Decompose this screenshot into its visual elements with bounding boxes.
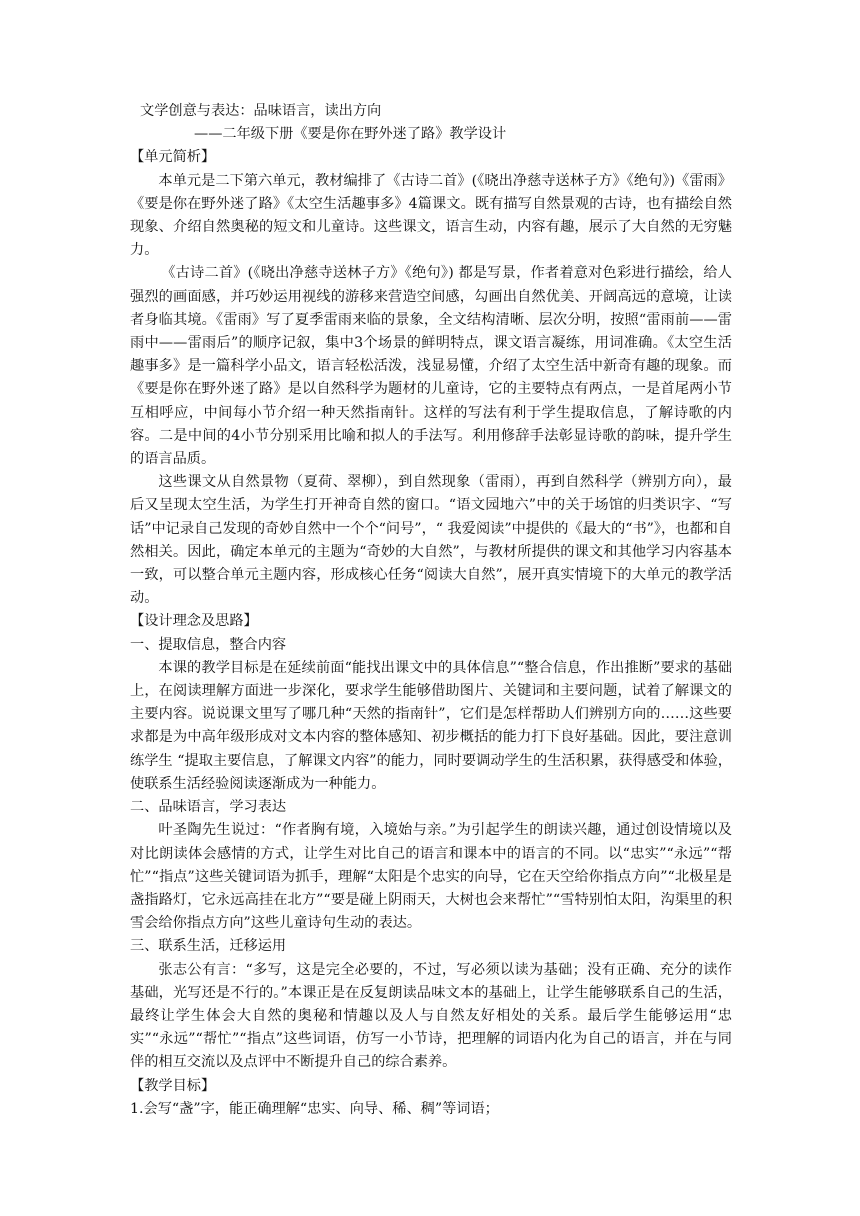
design-subheading: 一、提取信息，整合内容 <box>130 636 287 653</box>
section-heading-design: 【设计理念及思路】 <box>130 613 258 630</box>
unit-analysis-paragraph: 《古诗二首》(《晓出净慈寺送林子方》《绝句》) 都是写景，作者着意对色彩进行描绘，给人强烈的画面感，并巧妙运用视线的游移来营造空间感，勾画出自然优美、开阔高远的意境，让读者身临其境。《雷雨》写了夏季雷雨来临的景象，全文结构清晰、层次分明，按照“雷雨前——雷雨中——雷雨后”的顺序记叙，集中3个场景的鲜明特点，课文语言凝练，用词准确。《太空生活趣事多》是一篇科学小品文，语言轻松活泼，浅显易懂，介绍了太空生活中新奇有趣的现象。而《要是你在野外迷了路》是以自然科学为题材的儿童诗，它的主要特点有两点，一是首尾两小节互相呼应，中间每小节介绍一种天然指南针。这样的写法有利于学生提取信息，了解诗歌的内容。二是中间的4小节分别采用比喻和拟人的手法写。利用修辞手法彰显诗歌的韵味，提升学生的语言品质。 <box>130 265 732 468</box>
document-subtitle: ——二年级下册《要是你在野外迷了路》教学设计 <box>194 126 507 143</box>
section-heading-goals: 【教学目标】 <box>130 1077 216 1094</box>
design-paragraph: 本课的教学目标是在延续前面“能找出课文中的具体信息”“整合信息，作出推断”要求的基础上，在阅读理解方面进一步深化，要求学生能够借助图片、关键词和主要问题，试着了解课文的主要内容。说说课文里写了哪几种“天然的指南针”，它们是怎样帮助人们辨别方向的……这些要求都是为中高年级形成对文本内容的整体感知、初步概括的能力打下良好基础。因此，要注意训练学生 “提取主要信息，了解课文内容”的能力，同时要调动学生的生活积累，获得感受和体验，使联系生活经验阅读逐渐成为一种能力。 <box>130 659 732 792</box>
design-paragraph: 叶圣陶先生说过：“作者胸有境，入境始与亲。”为引起学生的朗读兴趣，通过创设情境以及对比朗读体会感情的方式，让学生对比自己的语言和课本中的语言的不同。以“忠实”“永远”“帮忙”“指点”这些关键词语为抓手，理解“太阳是个忠实的向导，它在天空给你指点方向”“北极星是盏指路灯，它永远高挂在北方”“要是碰上阴雨天，大树也会来帮忙”“雪特别怕太阳，沟渠里的积雪会给你指点方向”这些儿童诗句生动的表达。 <box>130 822 732 932</box>
unit-analysis-paragraph: 本单元是二下第六单元，教材编排了《古诗二首》(《晓出净慈寺送林子方》《绝句》)《雷雨》《要是你在野外迷了路》《太空生活趣事多》4篇课文。既有描写自然景观的古诗，也有描绘自然现象、介绍自然奥秘的短文和儿童诗。这些课文，语言生动，内容有趣，展示了大自然的无穷魅力。 <box>130 172 732 259</box>
goal-item: 1.会写“盏”字，能正确理解“忠实、向导、稀、稠”等词语； <box>130 1100 499 1117</box>
design-paragraph: 张志公有言：“多写，这是完全必要的，不过，写必须以读为基础；没有正确、充分的读作基础，光写还是不行的。”本课正是在反复朗读品味文本的基础上，让学生能够联系自己的生活，最终让学生体会大自然的奥秘和情趣以及人与自然友好相处的关系。最后学生能够运用“忠实”“永远”“帮忙”“指点”这些词语，仿写一小节诗，把理解的词语内化为自己的语言，并在与同伴的相互交流以及点评中不断提升自己的综合素养。 <box>130 961 732 1071</box>
document-title: 文学创意与表达：品味语言，读出方向 <box>140 103 382 119</box>
design-subheading: 三、联系生活，迁移运用 <box>130 938 287 955</box>
unit-analysis-paragraph: 这些课文从自然景物（夏荷、翠柳），到自然现象（雷雨），再到自然科学（辨别方向），最后又呈现太空生活，为学生打开神奇自然的窗口。“语文园地六”中的关于场馆的归类识字、“写话”中记录自己发现的奇妙自然中一个个“问号”，“ 我爱阅读”中提供的《最大的“书”》，也都和自然相关。因此，确定本单元的主题为“奇妙的大自然”，与教材所提供的课文和其他学习内容基本一致，可以整合单元主题内容，形成核心任务“阅读大自然”，展开真实情境下的大单元的教学活动。 <box>130 474 732 607</box>
design-subheading: 二、品味语言，学习表达 <box>130 799 287 816</box>
section-heading-unit-analysis: 【单元简析】 <box>130 149 216 166</box>
document-page <box>130 100 732 1121</box>
